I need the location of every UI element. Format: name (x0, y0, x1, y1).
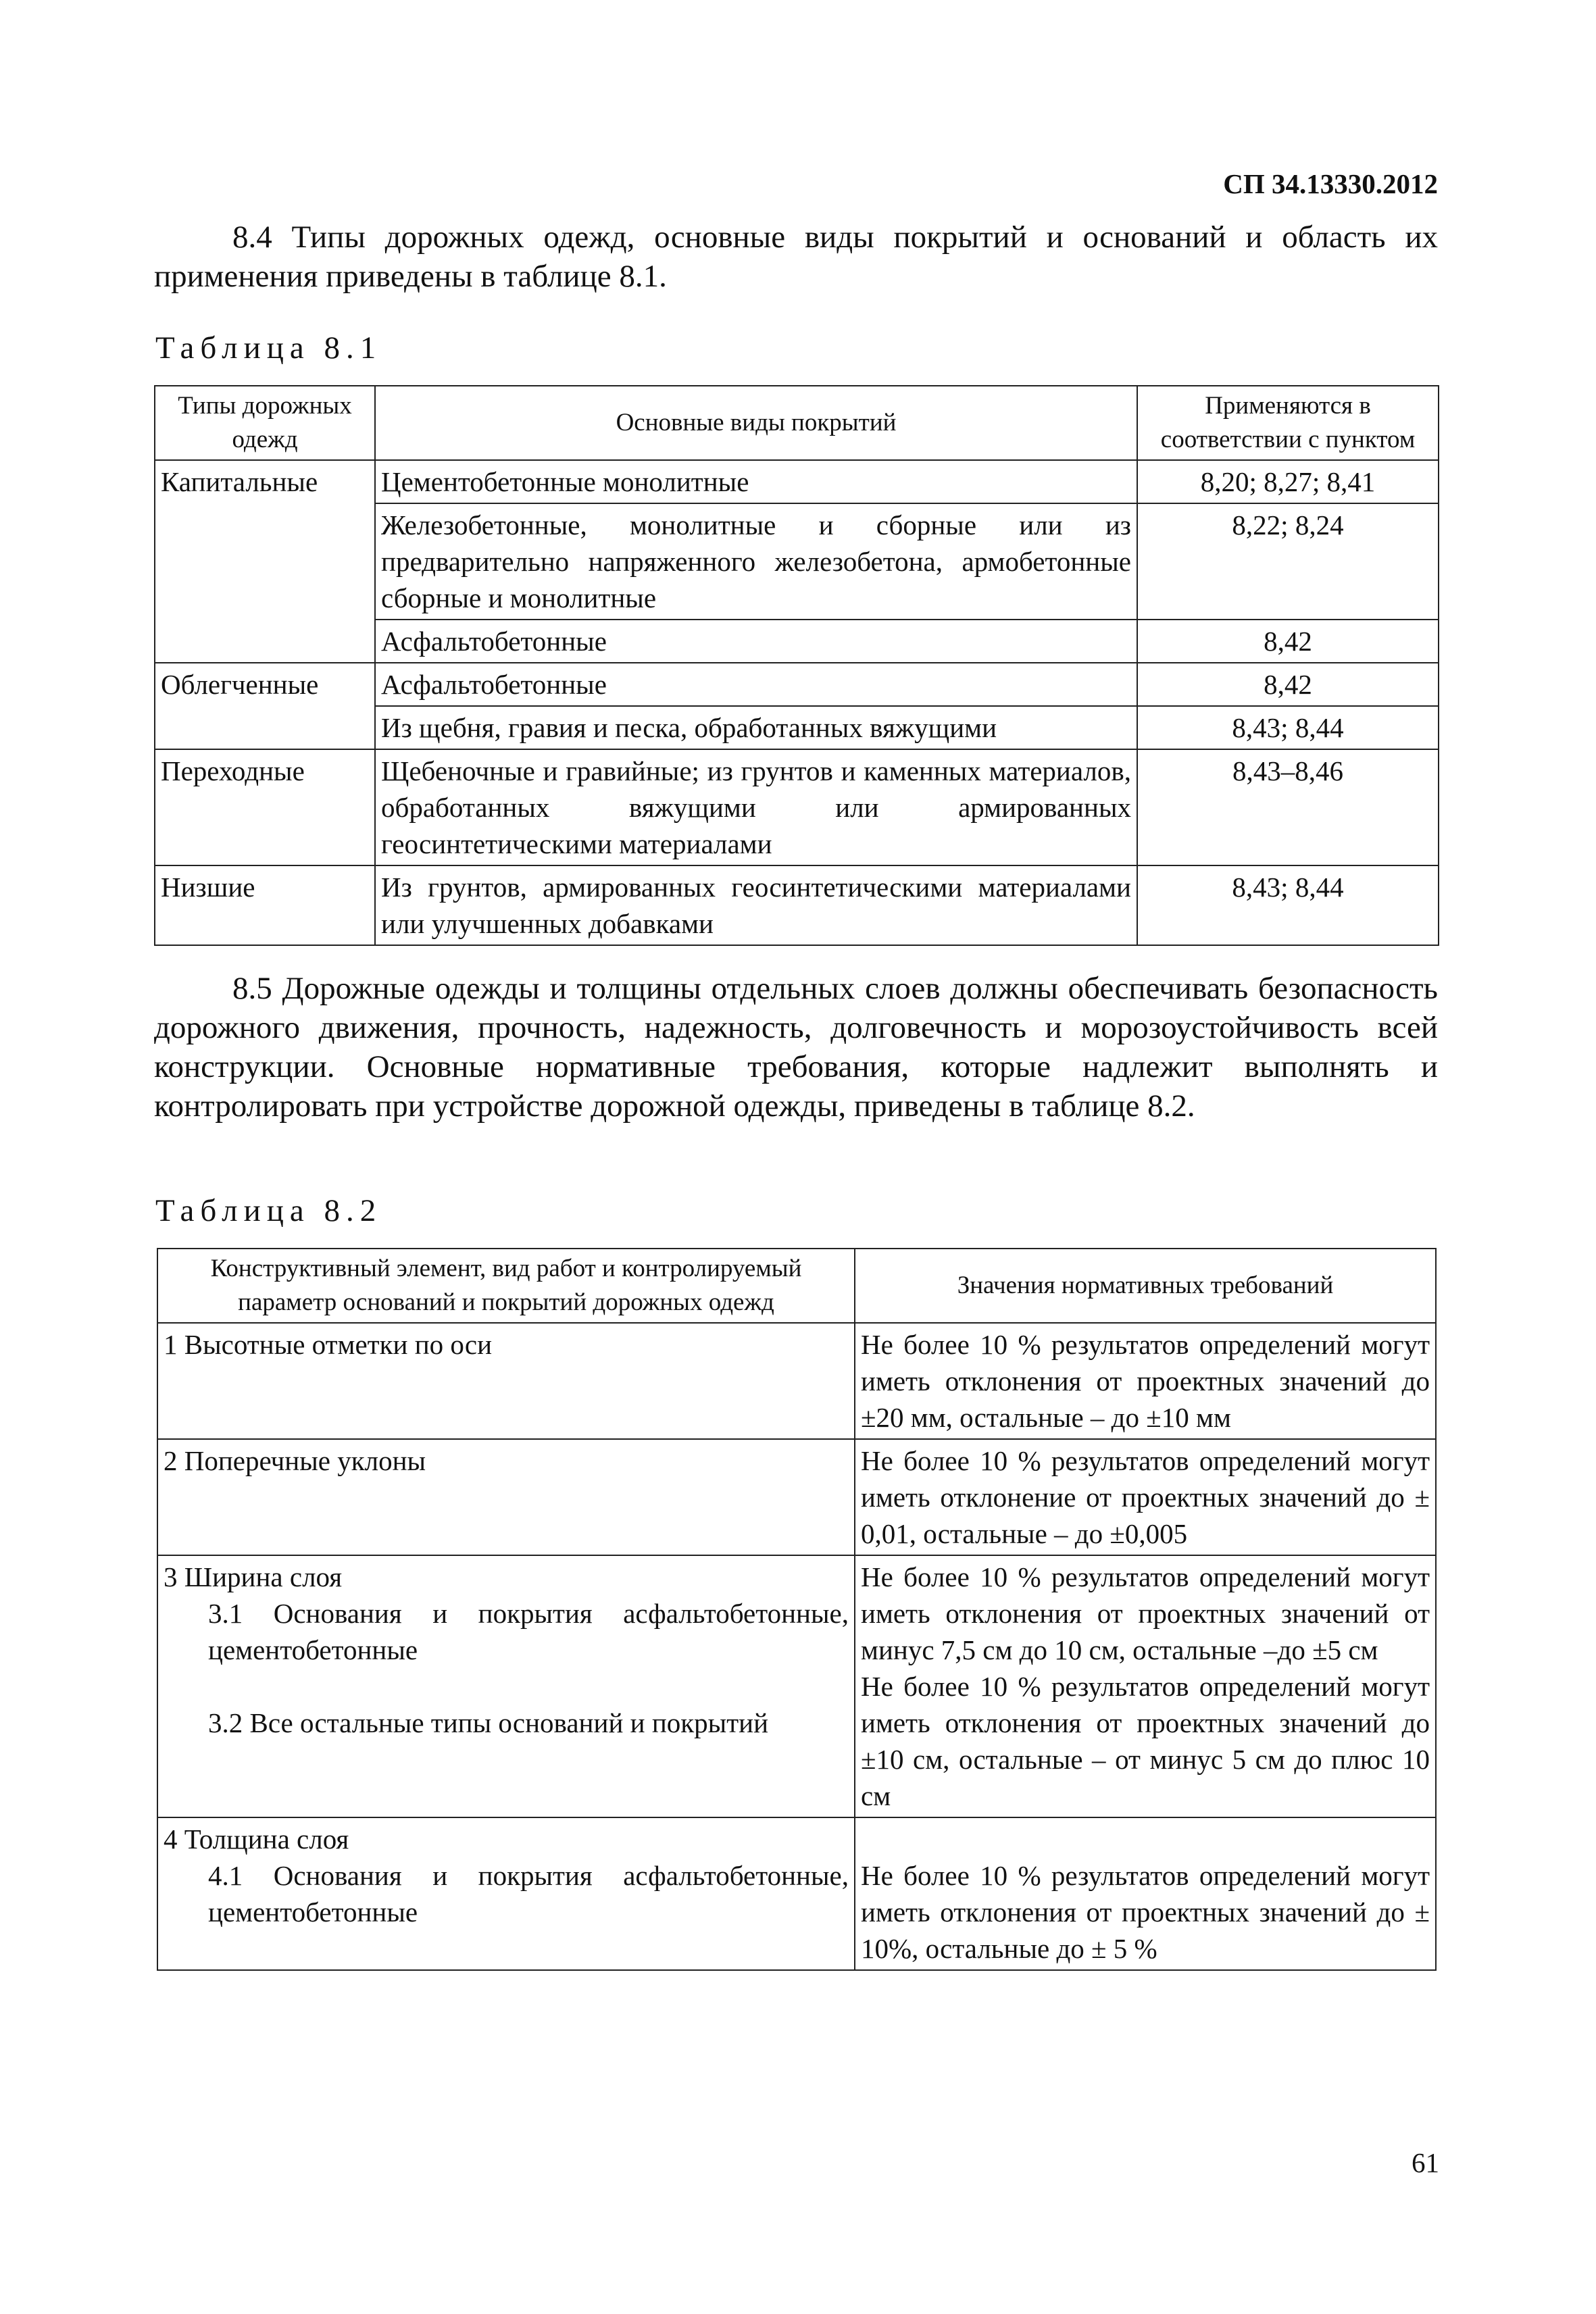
type-cell-empty (155, 503, 375, 620)
type-cell-empty (155, 706, 375, 749)
table-8-1 (154, 385, 1439, 946)
cover-cell: Железобетонные, монолитные и сборные или из предварительно напряженного железобетона, армобетонные сборные и монолитные (375, 503, 1137, 620)
page-number: 61 (1412, 2147, 1439, 2178)
type-cell: Облегченные (155, 663, 375, 706)
element-cell (157, 1555, 855, 1817)
paragraph-8-4-text: 8.4 Типы дорожных одежд, основные виды покрытий и оснований и область их применения приведены в таблице 8.1. (154, 220, 1438, 294)
table-row (155, 706, 1439, 749)
type-cell: Низшие (155, 865, 375, 945)
table-row (155, 749, 1439, 865)
paragraph-8-4 (154, 218, 1438, 296)
ref-cell: 8,20; 8,27; 8,41 (1137, 460, 1439, 503)
cover-cell: Щебеночные и гравийные; из грунтов и каменных материалов, обработанных вяжущими или армированных геосинтетическими материалами (375, 749, 1137, 865)
table-header-row (157, 1249, 1436, 1323)
ref-cell: 8,43–8,46 (1137, 749, 1439, 865)
header-element: Конструктивный элемент, вид работ и контролируемый параметр оснований и покрытий дорожных одежд (157, 1249, 855, 1323)
element-title: 4 Толщина слоя (164, 1823, 349, 1855)
header-type: Типы дорожных одежд (155, 386, 375, 460)
element-subitem: 4.1 Основания и покрытия асфальтобетонные, цементобетонные (208, 1860, 849, 1928)
element-subitem: 3.2 Все остальные типы оснований и покрытий (208, 1707, 769, 1738)
requirement-cell: Не более 10 % результатов определений могут иметь отклонение от проектных значений до ± 0,01, остальные – до ±0,005 (855, 1439, 1436, 1555)
cover-cell: Из щебня, гравия и песка, обработанных вяжущими (375, 706, 1137, 749)
table-8-2-caption: Таблица 8.2 (155, 1193, 382, 1228)
requirement-text: Не более 10 % результатов определений могут иметь отклонения от проектных значений до ± 10%, остальные до ± 5 % (861, 1860, 1430, 1964)
element-subitem: 3.1 Основания и покрытия асфальтобетонные, цементобетонные (208, 1598, 849, 1665)
cover-cell: Асфальтобетонные (375, 620, 1137, 663)
requirement-cell (855, 1817, 1436, 1970)
table-row (155, 503, 1439, 620)
ref-cell: 8,42 (1137, 663, 1439, 706)
table-8-1-caption: Таблица 8.1 (155, 330, 382, 366)
table-row (157, 1323, 1436, 1439)
cover-cell: Асфальтобетонные (375, 663, 1137, 706)
ref-cell: 8,43; 8,44 (1137, 706, 1439, 749)
header-requirement: Значения нормативных требований (855, 1249, 1436, 1323)
cover-cell: Из грунтов, армированных геосинтетическими материалами или улучшенных добавками (375, 865, 1137, 945)
requirement-cell (855, 1555, 1436, 1817)
header-cover: Основные виды покрытий (375, 386, 1137, 460)
requirement-cell: Не более 10 % результатов определений могут иметь отклонения от проектных значений до ±20 мм, остальные – до ±10 мм (855, 1323, 1436, 1439)
element-cell: 2 Поперечные уклоны (157, 1439, 855, 1555)
header-ref: Применяются в соответствии с пунктом (1137, 386, 1439, 460)
type-cell-empty (155, 620, 375, 663)
type-cell: Переходные (155, 749, 375, 865)
type-cell: Капитальные (155, 460, 375, 503)
ref-cell: 8,22; 8,24 (1137, 503, 1439, 620)
ref-cell: 8,43; 8,44 (1137, 865, 1439, 945)
element-title: 3 Ширина слоя (164, 1561, 343, 1592)
ref-cell: 8,42 (1137, 620, 1439, 663)
table-row (157, 1555, 1436, 1817)
table-row (155, 865, 1439, 945)
requirement-text: Не более 10 % результатов определений могут иметь отклонения от проектных значений от минус 7,5 см до 10 см, остальные –до ±5 см (861, 1561, 1430, 1665)
element-cell (157, 1817, 855, 1970)
table-row (155, 460, 1439, 503)
table-row (157, 1439, 1436, 1555)
table-header-row (155, 386, 1439, 460)
document-code: СП 34.13330.2012 (1223, 168, 1438, 199)
table-row (157, 1817, 1436, 1970)
paragraph-8-5-text: 8.5 Дорожные одежды и толщины отдельных слоев должны обеспечивать безопасность дорожного движения, прочность, надежность, долговечность и морозоустойчивость всей конструкции. Основные нормативные требования, которые надлежит выполнять и контролировать при устройстве дорожной одежды, приведены в таблице 8.2. (154, 971, 1438, 1124)
element-cell: 1 Высотные отметки по оси (157, 1323, 855, 1439)
table-row (155, 663, 1439, 706)
requirement-text: Не более 10 % результатов определений могут иметь отклонения от проектных значений до ±10 см, остальные – от минус 5 см до плюс 10 см (861, 1671, 1430, 1811)
table-row (155, 620, 1439, 663)
table-8-2 (157, 1248, 1437, 1971)
cover-cell: Цементобетонные монолитные (375, 460, 1137, 503)
paragraph-8-5 (154, 969, 1438, 1126)
